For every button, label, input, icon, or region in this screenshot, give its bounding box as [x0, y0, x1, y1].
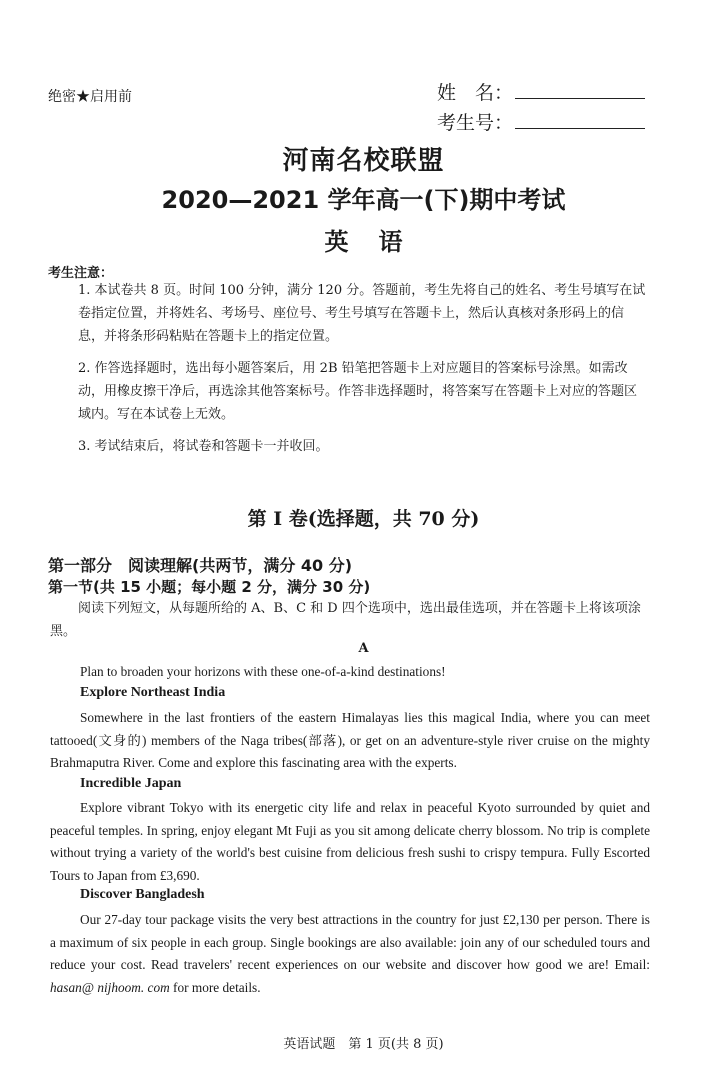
exam-number-field: [437, 108, 645, 135]
notice-item-3: 3. 考试结束后，将试卷和答题卡一并收回。: [78, 439, 329, 454]
paragraph-bangladesh: [50, 909, 650, 1000]
paragraph-bangladesh-tail: for more details.: [169, 980, 261, 996]
exam-title: 2020—2021 学年高一(下)期中考试: [161, 186, 566, 214]
email-address: hasan@ nijhoom. com: [50, 980, 170, 996]
passage-letter: A: [358, 641, 369, 656]
section-title: 第一节(共 15 小题；每小题 2 分，满分 30 分): [48, 578, 371, 596]
part-title: 第一部分 阅读理解(共两节，满分 40 分): [48, 556, 353, 575]
exam-number-blank: [515, 112, 645, 129]
page-footer: 英语试题 第 1 页(共 8 页): [283, 1037, 444, 1052]
name-field: [437, 78, 645, 105]
paragraph-japan: Explore vibrant Tokyo with its energetic city life and relax in peaceful Kyoto surrounded by quiet and peaceful temples. In spring, enjoy elegant Mt Fuji as you sit among delicate cherry blossom. No trip is complete without trying a variety of the world's best cuisine from delicious fresh sushi to crispy tempura. Fully Escorted Tours to Japan from £3,690.: [50, 800, 650, 884]
heading-india: Explore Northeast India: [80, 685, 226, 700]
notice-heading: 考生注意：: [48, 266, 114, 281]
name-blank: [515, 82, 645, 99]
notice-item-1: 1. 本试卷共 8 页。时间 100 分钟，满分 120 分。答题前，考生先将自己的姓名、考生号填写在试卷指定位置，并将姓名、考场号、座位号、考生号填写在答题卡上，然后认真核对条形码上的信息，并将条形码粘贴在答题卡上的指定位置。: [78, 283, 646, 344]
heading-bangladesh: Discover Bangladesh: [80, 887, 205, 902]
paragraph-bangladesh-text: Our 27-day tour package visits the very best attractions in the country for just £2,130 per person. There is a maximum of six people in each group. Single bookings are also available: join any of our scheduled tours and reduce your cost. Read travelers' recent experiences on our website and discover how good we are! Email:: [50, 912, 650, 973]
notice-item-2: 2. 作答选择题时，选出每小题答案后，用 2B 铅笔把答题卡上对应题目的答案标号涂黑。如需改动，用橡皮擦干净后，再选涂其他答案标号。作答非选择题时，将答案写在答题卡上对应的答题区域内。写在本试卷上无效。: [78, 361, 638, 422]
heading-japan: Incredible Japan: [80, 776, 182, 791]
passage-intro: Plan to broaden your horizons with these one-of-a-kind destinations!: [80, 664, 446, 679]
exam-number-label: 考生号：: [437, 112, 514, 134]
subject-title: 英语: [324, 228, 433, 256]
name-label: 姓 名：: [437, 82, 514, 104]
alliance-title: 河南名校联盟: [282, 146, 445, 176]
volume-title: 第 I 卷(选择题，共 70 分): [247, 508, 480, 530]
instructions: 阅读下列短文，从每题所给的 A、B、C 和 D 四个选项中，选出最佳选项，并在答题卡上将该项涂黑。: [50, 601, 641, 639]
confidential-label: 绝密★启用前: [48, 89, 132, 105]
paragraph-india: Somewhere in the last frontiers of the eastern Himalayas lies this magical India, where you can meet tattooed(文身的) members of the Naga tribes(部落), or get on an adventure-style river cruise on the mighty Brahmaputra River. Come and explore this fascinating area with the experts.: [50, 710, 650, 771]
